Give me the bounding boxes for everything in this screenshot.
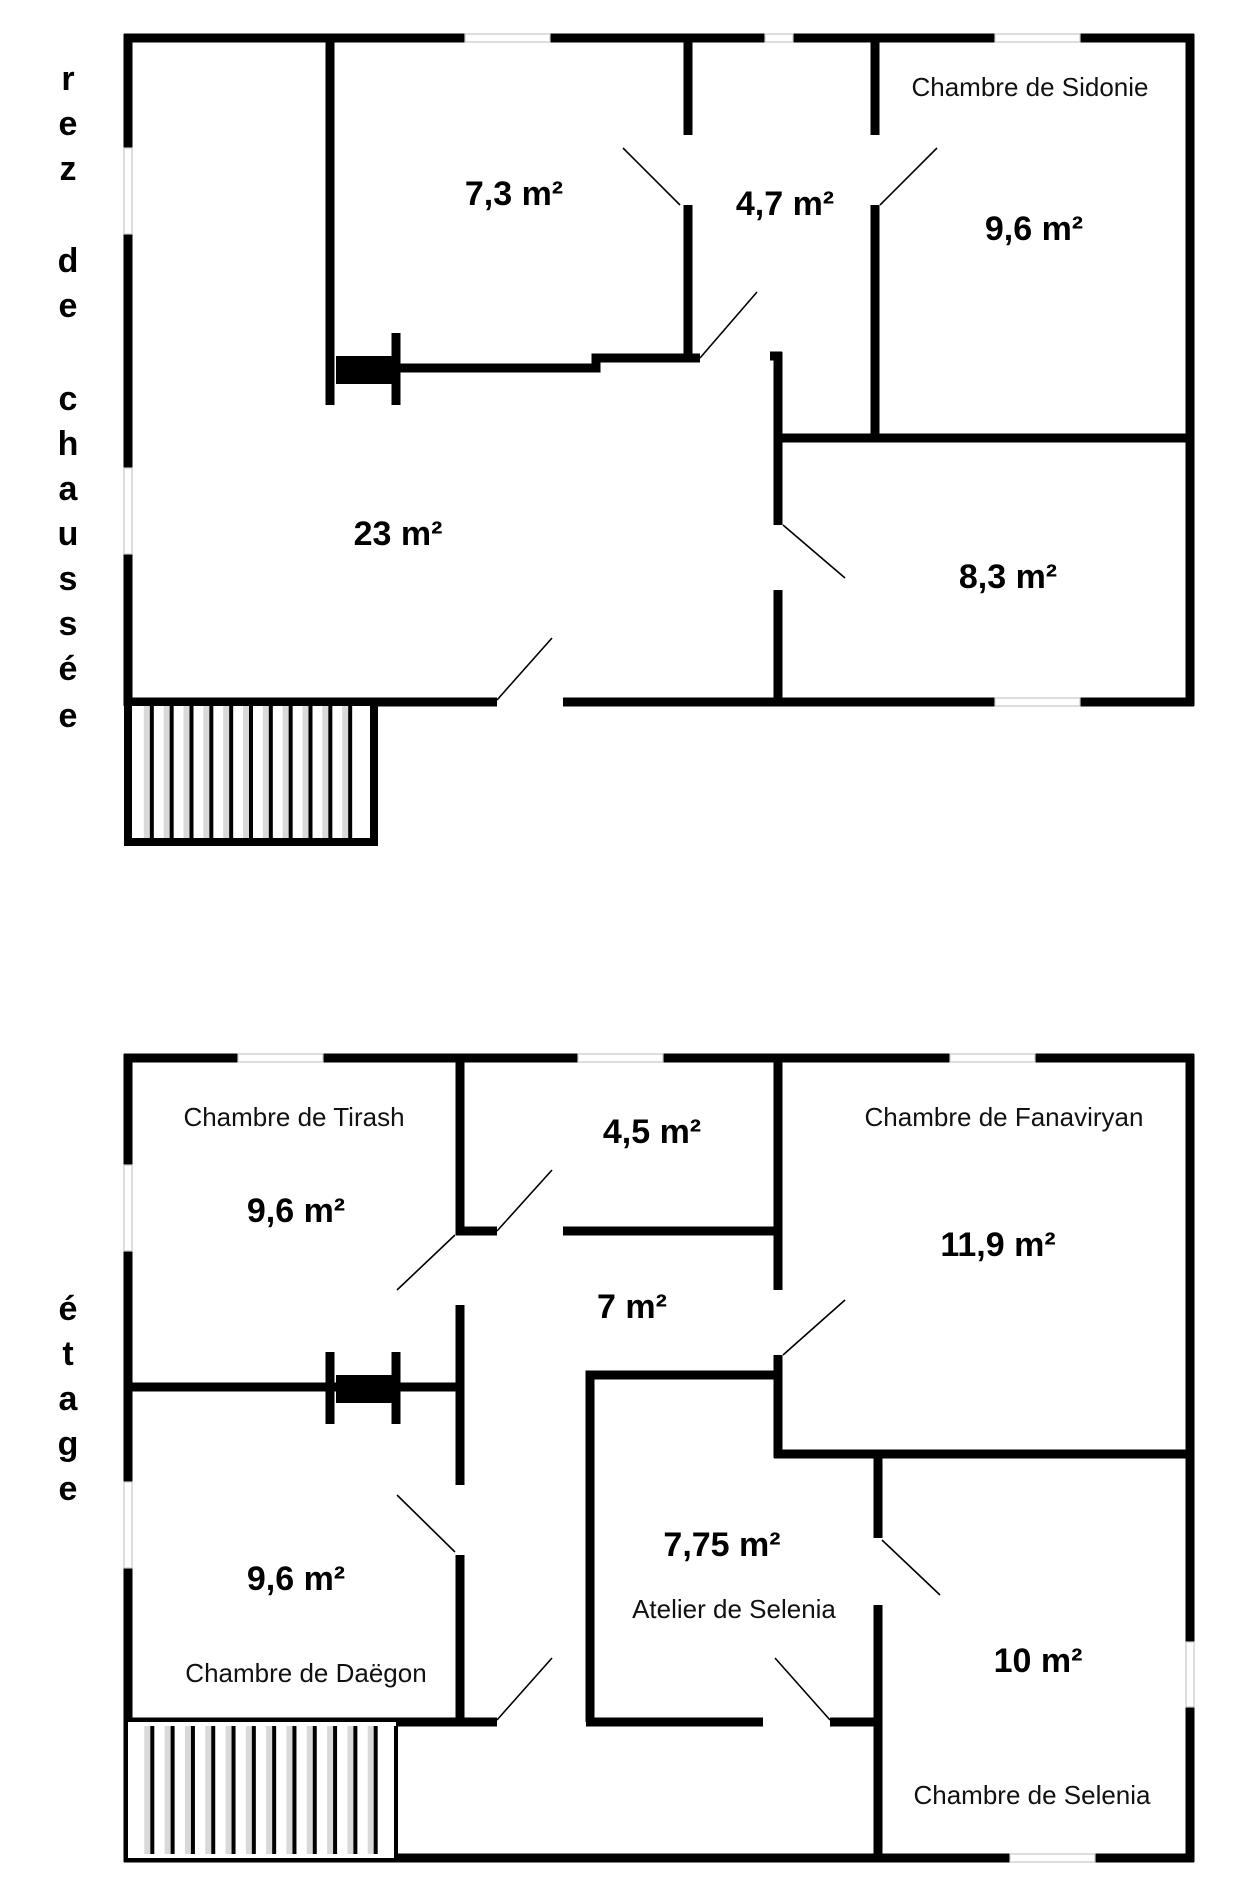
stair-shade (266, 1726, 272, 1854)
window (578, 1054, 663, 1062)
stair-shade (205, 1726, 211, 1854)
room-name: Atelier de Selenia (632, 1594, 836, 1624)
stair-shade (185, 1726, 191, 1854)
door (497, 638, 552, 700)
door (775, 1658, 830, 1720)
chimney (336, 1375, 394, 1403)
label-letter: a (58, 470, 78, 508)
stair-shade (283, 706, 289, 838)
window (1186, 1642, 1194, 1707)
room-area: 23 m² (353, 515, 443, 553)
stair-shade (322, 706, 328, 838)
door (623, 148, 680, 205)
stair-shade (368, 1726, 374, 1854)
window (765, 34, 793, 42)
stair-shade (347, 1726, 353, 1854)
upper-stairs (128, 1722, 396, 1858)
window (238, 1054, 323, 1062)
label-letter: c (58, 380, 78, 418)
room-area: 4,7 m² (735, 185, 835, 223)
ground-windows (124, 34, 1080, 706)
room-area: 7 m² (597, 1288, 667, 1326)
label-letter: z (59, 150, 77, 188)
door (700, 292, 757, 358)
label-letter: e (58, 1470, 78, 1508)
stair-shade (165, 1726, 171, 1854)
door (783, 1300, 845, 1355)
room-name: Chambre de Tirash (183, 1102, 405, 1132)
label-letter: s (58, 605, 78, 643)
upper-floor (58, 1054, 1194, 1862)
stair-shade (203, 706, 209, 838)
stair-shade (303, 706, 309, 838)
door (397, 1495, 455, 1552)
room-name: Chambre de Fanaviryan (864, 1102, 1144, 1132)
label-letter: t (62, 1335, 74, 1373)
window (124, 1165, 132, 1251)
door (397, 1235, 455, 1290)
door (880, 148, 937, 205)
room-area: 9,6 m² (246, 1192, 346, 1230)
label-letter: e (58, 287, 78, 325)
label-letter: h (57, 425, 79, 463)
room-area: 10 m² (993, 1642, 1083, 1680)
room-area: 4,5 m² (602, 1113, 702, 1151)
room-area: 8,3 m² (958, 558, 1058, 596)
ground-walls (124, 34, 1194, 706)
door (497, 1658, 552, 1720)
label-letter: u (57, 515, 79, 553)
window (124, 468, 132, 554)
ground-stairs (128, 702, 374, 842)
label-letter: d (57, 242, 79, 280)
label-letter: s (58, 560, 78, 598)
stair-shade (144, 706, 150, 838)
room-name: Chambre de Sidonie (911, 72, 1149, 102)
room-name: Chambre de Selenia (913, 1780, 1151, 1810)
stair-shade (327, 1726, 333, 1854)
window (1010, 1854, 1095, 1862)
door (783, 525, 845, 578)
window (124, 1482, 132, 1568)
stair-shade (184, 706, 190, 838)
stair-shade (307, 1726, 313, 1854)
door (882, 1540, 940, 1595)
interior-wall (396, 358, 700, 368)
door (497, 1170, 552, 1231)
stair-shade (144, 1726, 150, 1854)
window (465, 34, 550, 42)
room-area: 11,9 m² (940, 1226, 1056, 1264)
room-area: 7,75 m² (663, 1526, 781, 1564)
window (124, 148, 132, 234)
stair-shade (243, 706, 249, 838)
label-letter: é (58, 650, 78, 688)
stair-shade (263, 706, 269, 838)
upper-floor-label (58, 1290, 79, 1508)
stair-shade (164, 706, 170, 838)
label-letter: a (58, 1380, 78, 1418)
label-letter: r (61, 60, 75, 98)
stair-shade (286, 1726, 292, 1854)
stair-shade (342, 706, 348, 838)
label-letter: g (57, 1425, 79, 1463)
window (995, 34, 1080, 42)
ground-room-texts (354, 72, 1149, 596)
ground-floor-label (58, 60, 79, 735)
ground-floor (58, 34, 1194, 842)
stair-shade (246, 1726, 252, 1854)
room-area: 9,6 m² (984, 210, 1084, 248)
window (950, 1054, 1035, 1062)
label-letter: e (58, 697, 78, 735)
label-letter: e (58, 105, 78, 143)
chimney (336, 356, 394, 384)
label-letter: é (58, 1290, 78, 1328)
room-name: Chambre de Daëgon (185, 1658, 427, 1688)
stair-shade (223, 706, 229, 838)
window (995, 698, 1080, 706)
stair-shade (226, 1726, 232, 1854)
room-area: 9,6 m² (246, 1560, 346, 1598)
upper-doors (397, 1170, 940, 1720)
room-area: 7,3 m² (464, 175, 564, 213)
